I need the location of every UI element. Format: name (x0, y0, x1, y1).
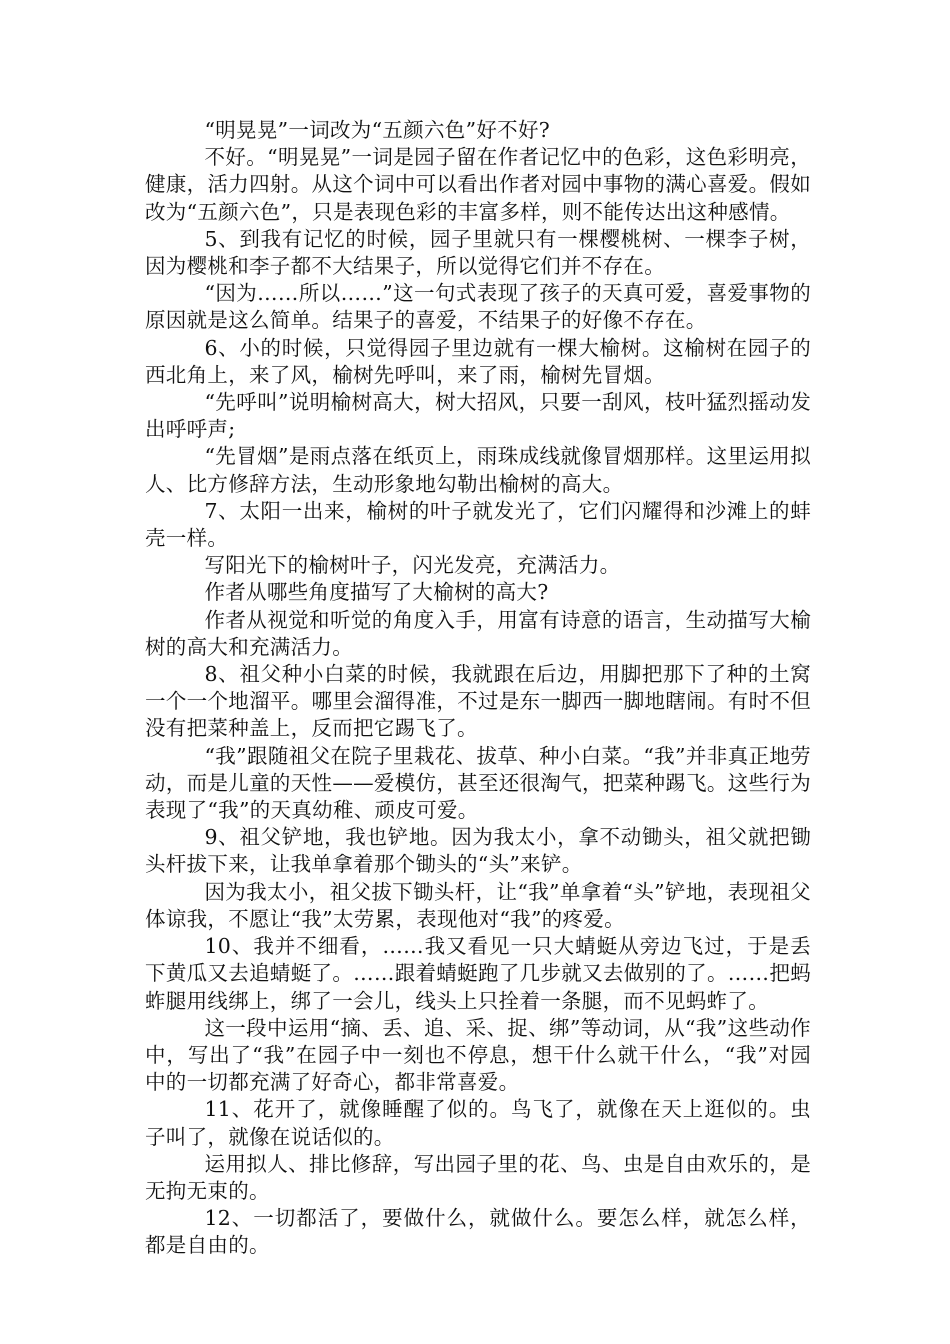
paragraph: 5、到我有记忆的时候，园子里就只有一棵樱桃树、一棵李子树，因为樱桃和李子都不大结果子，所以觉得它们并不存在。 (145, 226, 811, 279)
paragraph: 作者从哪些角度描写了大榆树的高大? (204, 580, 549, 605)
paragraph: “明晃晃”一词改为“五颜六色”好不好? (204, 118, 551, 142)
paragraph: 11、花开了，就像睡醒了似的。鸟飞了，就像在天上逛似的。虫子叫了，就像在说话似的。 (145, 1097, 811, 1149)
paragraph: 7、太阳一出来，榆树的叶子就发光了，它们闪耀得和沙滩上的蚌壳一样。 (145, 498, 811, 551)
paragraph: 不好。“明晃晃”一词是园子留在作者记忆中的色彩，这色彩明亮，健康，活力四射。从这个词中可以看出作者对园中事物的满心喜爱。假如改为“五颜六色”，只是表现色彩的丰富多样，则不能传达出这种感情。 (145, 145, 811, 224)
paragraph: 8、祖父种小白菜的时候，我就跟在后边，用脚把那下了种的土窝一个一个地溜平。哪里会溜得准，不过是东一脚西一脚地瞎闹。有时不但没有把菜种盖上，反而把它踢飞了。 (145, 662, 811, 741)
paragraph: 这一段中运用“摘、丢、追、采、捉、绑”等动词，从“我”这些动作中，写出了“我”在园子中一刻也不停息，想干什么就干什么，“我”对园中的一切都充满了好奇心，都非常喜爱。 (145, 1015, 811, 1095)
paragraph: 9、祖父铲地，我也铲地。因为我太小，拿不动锄头，祖父就把锄头杆拔下来，让我单拿着那个锄头的“头”来铲。 (145, 825, 811, 877)
paragraph: 运用拟人、排比修辞，写出园子里的花、鸟、虫是自由欢乐的，是无拘无束的。 (145, 1151, 811, 1203)
paragraph: 12、一切都活了，要做什么，就做什么。要怎么样，就怎么样，都是自由的。 (145, 1206, 811, 1258)
paragraph: 10、我并不细看，……我又看见一只大蜻蜓从旁边飞过，于是丢下黄瓜又去追蜻蜓了。……跟着蜻蜓跑了几步就又去做别的了。……把蚂蚱腿用线绑上，绑了一会儿，线头上只拴着一条腿，而不见蚂蚱了。 (145, 934, 811, 1013)
paragraph: “我”跟随祖父在院子里栽花、拔草、种小白菜。“我”并非真正地劳动，而是儿童的天性——爱模仿，甚至还很淘气，把菜种踢飞。这些行为表现了“我”的天真幼稚、顽皮可爱。 (145, 743, 811, 823)
paragraph: 作者从视觉和听觉的角度入手，用富有诗意的语言，生动描写大榆树的高大和充满活力。 (145, 607, 811, 659)
document-body (145, 117, 811, 1260)
paragraph: “先呼叫”说明榆树高大，树大招风，只要一刮风，枝叶猛烈摇动发出呼呼声; (145, 390, 811, 442)
paragraph: 6、小的时候，只觉得园子里边就有一棵大榆树。这榆树在园子的西北角上，来了风，榆树先呼叫，来了雨，榆树先冒烟。 (145, 335, 811, 387)
paragraph: “因为……所以……”这一句式表现了孩子的天真可爱，喜爱事物的原因就是这么简单。结果子的喜爱，不结果子的好像不存在。 (145, 281, 811, 333)
paragraph: “先冒烟”是雨点落在纸页上，雨珠成线就像冒烟那样。这里运用拟人、比方修辞方法，生动形象地勾勒出榆树的高大。 (145, 444, 811, 496)
paragraph: 因为我太小，祖父拔下锄头杆，让“我”单拿着“头”铲地，表现祖父体谅我，不愿让“我”太劳累，表现他对“我”的疼爱。 (145, 879, 811, 931)
paragraph: 写阳光下的榆树叶子，闪光发亮，充满活力。 (204, 553, 621, 578)
